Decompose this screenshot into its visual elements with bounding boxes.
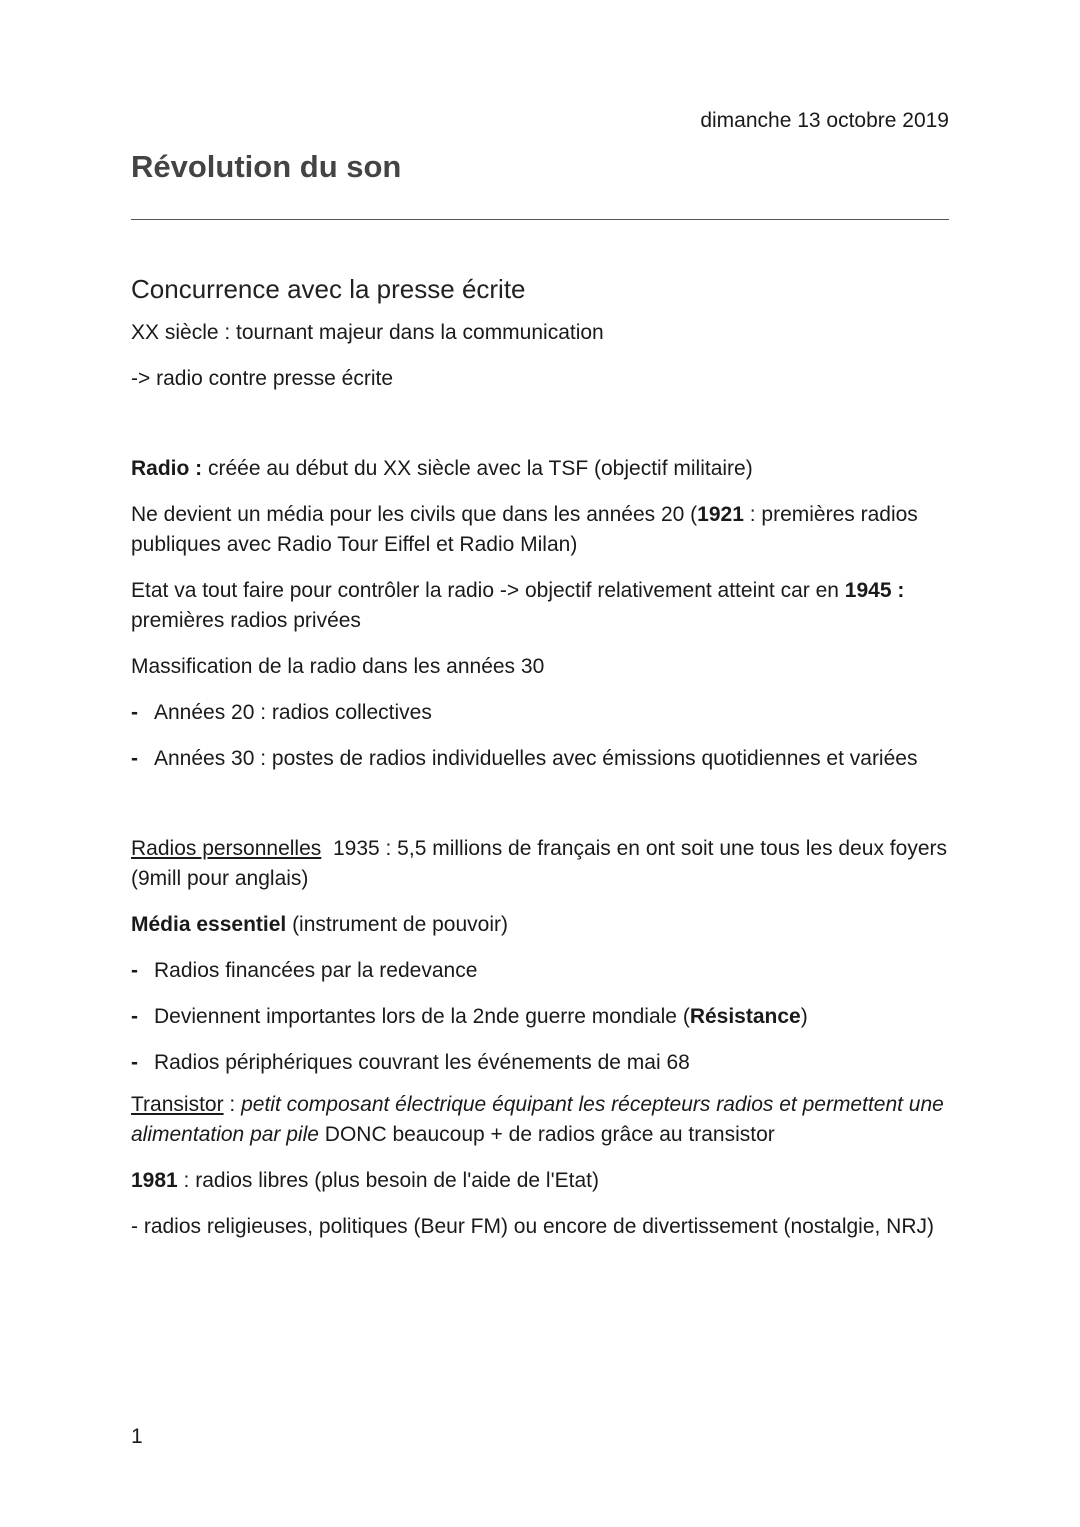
list-item-text: Radios périphériques couvrant les événements de mai 68 bbox=[154, 1051, 690, 1074]
paragraph-personnelles bbox=[131, 834, 953, 894]
page-number: 1 bbox=[131, 1425, 143, 1448]
dash-bullet: - bbox=[131, 1051, 138, 1074]
paragraph-massification: Massification de la radio dans les années 30 bbox=[131, 655, 545, 678]
civils-year: 1921 bbox=[697, 503, 744, 526]
transistor-sep: : bbox=[223, 1093, 242, 1116]
paragraph-radio-contre-presse: -> radio contre presse écrite bbox=[131, 367, 394, 390]
paragraph-civils bbox=[131, 500, 949, 560]
civils-post: : premières radios publiques avec Radio Tour Eiffel et Radio Milan) bbox=[131, 503, 918, 556]
dash-bullet: - bbox=[131, 959, 138, 982]
media-list bbox=[131, 956, 949, 1078]
paragraph-tournant: XX siècle : tournant majeur dans la communication bbox=[131, 321, 604, 344]
transistor-label: Transistor bbox=[131, 1093, 224, 1116]
transistor-text: DONC beaucoup + de radios grâce au transistor bbox=[318, 1123, 775, 1146]
document-date: dimanche 13 octobre 2019 bbox=[700, 109, 949, 132]
civils-pre: Ne devient un média pour les civils que dans les années 20 ( bbox=[131, 503, 698, 526]
list-item-text: Radios financées par la redevance bbox=[154, 959, 478, 982]
list-item bbox=[131, 744, 949, 774]
personnelles-label: Radios personnelles bbox=[131, 837, 322, 860]
dash-bullet: - bbox=[131, 747, 138, 770]
radio-text: créée au début du XX siècle avec la TSF (objectif militaire) bbox=[202, 457, 753, 480]
spacer bbox=[131, 410, 949, 454]
libres-year: 1981 bbox=[131, 1169, 178, 1192]
etat-pre: Etat va tout faire pour contrôler la radio -> objectif relativement atteint car en bbox=[131, 579, 845, 602]
paragraph-libres bbox=[131, 1166, 949, 1196]
media-text: (instrument de pouvoir) bbox=[286, 913, 508, 936]
dash-bullet: - bbox=[131, 701, 138, 724]
list-item bbox=[131, 698, 949, 728]
spacer bbox=[131, 790, 949, 834]
list-item-bold: Résistance bbox=[689, 1005, 801, 1028]
paragraph-transistor bbox=[131, 1090, 949, 1150]
paragraph-media bbox=[131, 910, 949, 940]
list-item bbox=[131, 1048, 949, 1078]
paragraph-radio bbox=[131, 454, 949, 484]
radio-label: Radio : bbox=[131, 457, 203, 480]
list-item bbox=[131, 1002, 949, 1032]
list-item-text: Deviennent importantes lors de la 2nde guerre mondiale ( bbox=[154, 1005, 690, 1028]
list-item bbox=[131, 956, 949, 986]
libres-text: : radios libres (plus besoin de l'aide de l'Etat) bbox=[177, 1169, 599, 1192]
massification-list bbox=[131, 698, 949, 774]
paragraph-etat bbox=[131, 576, 949, 636]
section-heading: Concurrence avec la presse écrite bbox=[131, 274, 526, 304]
list-item-text: Années 30 : postes de radios individuelles avec émissions quotidiennes et variées bbox=[154, 747, 918, 770]
list-item-text-end: ) bbox=[800, 1005, 808, 1028]
dash-bullet: - bbox=[131, 1005, 138, 1028]
list-item-text: Années 20 : radios collectives bbox=[154, 701, 432, 724]
media-label: Média essentiel bbox=[131, 913, 287, 936]
personnelles-text: 1935 : 5,5 millions de français en ont soit une tous les deux foyers (9mill pour anglais) bbox=[131, 837, 953, 890]
title-divider bbox=[131, 219, 949, 220]
paragraph-libres-detail: - radios religieuses, politiques (Beur FM) ou encore de divertissement (nostalgie, NRJ) bbox=[131, 1215, 935, 1238]
etat-post: premières radios privées bbox=[131, 609, 361, 632]
transistor-definition: petit composant électrique équipant les récepteurs radios et permettent une alimentation par pile bbox=[131, 1093, 944, 1146]
etat-year: 1945 : bbox=[844, 579, 905, 602]
document-body bbox=[131, 272, 953, 1258]
document-title: Révolution du son bbox=[131, 149, 402, 184]
